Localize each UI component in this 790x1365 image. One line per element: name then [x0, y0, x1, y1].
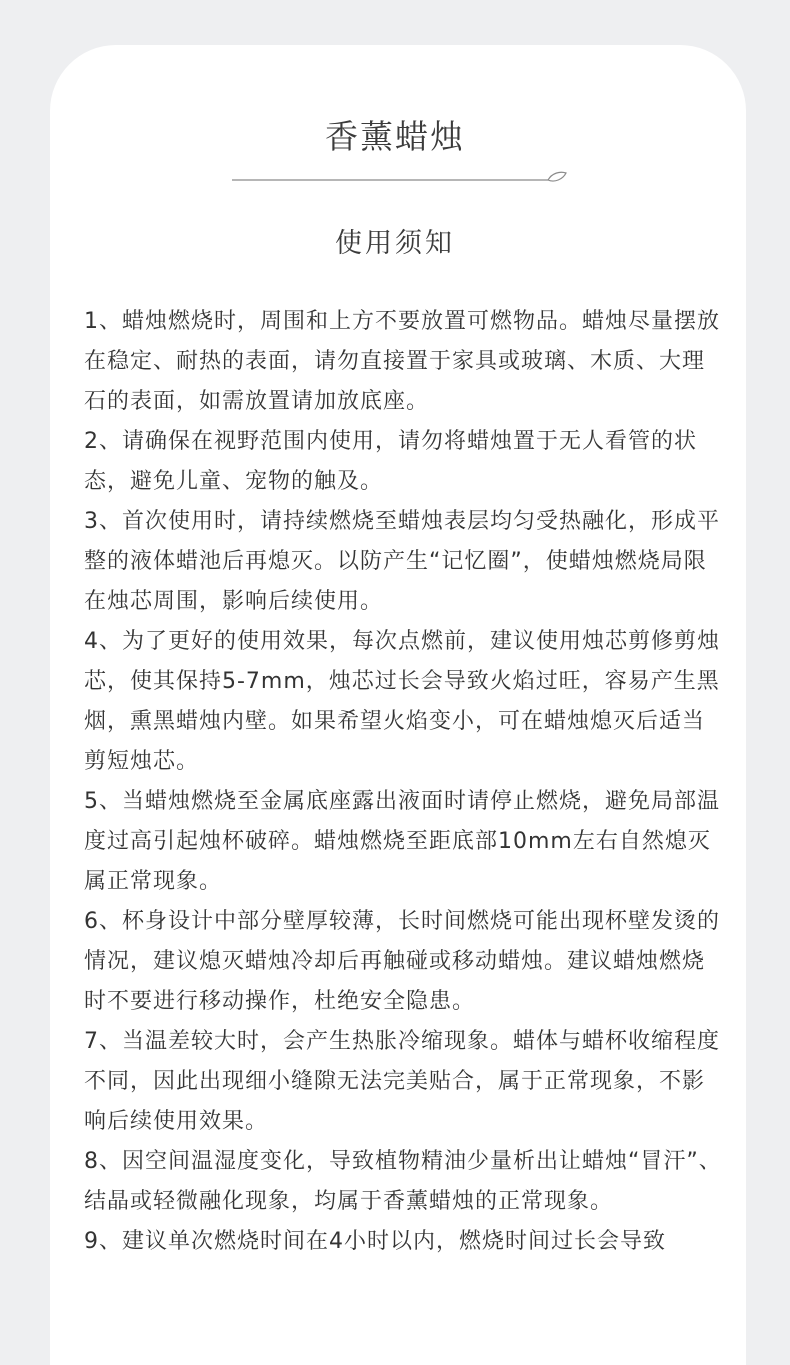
page-title: 香薰蜡烛: [325, 117, 465, 156]
usage-note: 4、为了更好的使用效果，每次点燃前，建议使用烛芯剪修剪烛芯，使其保持5-7mm，烛芯过长会导致火焰过旺，容易产生黑烟，熏黑蜡烛内壁。如果希望火焰变小，可在蜡烛熄灭后适当剪短烛芯。: [84, 629, 720, 774]
usage-notes-list: [84, 302, 724, 1262]
section-subtitle: 使用须知: [335, 228, 455, 259]
usage-note: 2、请确保在视野范围内使用，请勿将蜡烛置于无人看管的状态，避免儿童、宠物的触及。: [84, 429, 697, 494]
usage-note: 7、当温差较大时，会产生热胀冷缩现象。蜡体与蜡杯收缩程度不同，因此出现细小缝隙无法完美贴合，属于正常现象，不影响后续使用效果。: [84, 1029, 720, 1134]
usage-note: 6、杯身设计中部分壁厚较薄，长时间燃烧可能出现杯壁发烫的情况，建议熄灭蜡烛冷却后再触碰或移动蜡烛。建议蜡烛燃烧时不要进行移动操作，杜绝安全隐患。: [84, 909, 720, 1014]
usage-note: 3、首次使用时，请持续燃烧至蜡烛表层均匀受热融化，形成平整的液体蜡池后再熄灭。以防产生“记忆圈”，使蜡烛燃烧局限在烛芯周围，影响后续使用。: [84, 509, 720, 614]
usage-note: 8、因空间温湿度变化，导致植物精油少量析出让蜡烛“冒汗”、结晶或轻微融化现象，均属于香薰蜡烛的正常现象。: [84, 1149, 722, 1214]
usage-note: 5、当蜡烛燃烧至金属底座露出液面时请停止燃烧，避免局部温度过高引起烛杯破碎。蜡烛燃烧至距底部10mm左右自然熄灭属正常现象。: [84, 789, 720, 894]
usage-note: 1、蜡烛燃烧时，周围和上方不要放置可燃物品。蜡烛尽量摆放在稳定、耐热的表面，请勿直接置于家具或玻璃、木质、大理石的表面，如需放置请加放底座。: [84, 309, 720, 414]
leaf-line-icon: [232, 168, 572, 192]
usage-note: 9、建议单次燃烧时间在4小时以内，燃烧时间过长会导致: [84, 1229, 666, 1254]
